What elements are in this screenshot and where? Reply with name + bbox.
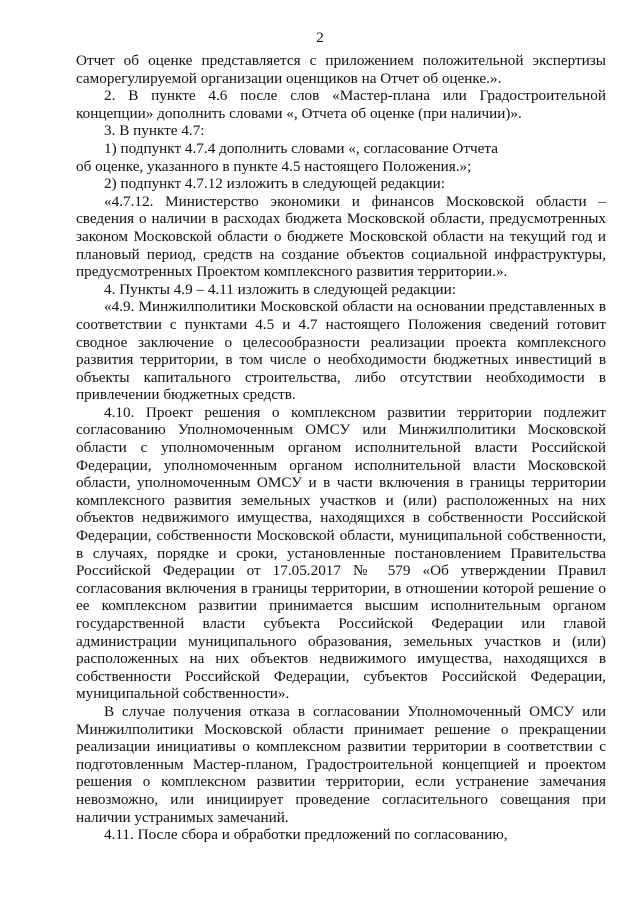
paragraph-report-appendix: Отчет об оценке представляется с приложением положительной экспертизы саморегулируемой организации оценщиков на Отчет об оценке.». (76, 52, 606, 87)
paragraph-subitem-1-line1: 1) подпункт 4.7.4 дополнить словами «, согласование Отчета (104, 139, 498, 157)
document-body (76, 52, 606, 844)
paragraph-4-7-12: «4.7.12. Министерство экономики и финансов Московской области – сведения о наличии в расходах бюджета Московской области, предусмотренных законом Московской области о бюджете Московской области на текущий год и плановый период, средств на создание объектов социальной инфраструктуры, предусмотренных Проектом комплексного развития территории.». (76, 192, 606, 281)
paragraph-subitem-2: 2) подпункт 4.7.12 изложить в следующей редакции: (104, 175, 446, 193)
paragraph-subitem-1-line2: об оценке, указанного в пункте 4.5 настоящего Положения.»; (76, 157, 472, 175)
page-number: 2 (316, 30, 324, 46)
paragraph-item-3: 3. В пункте 4.7: (104, 122, 205, 140)
paragraph-refusal: В случае получения отказа в согласовании Уполномоченный ОМСУ или Минжилполитики Московской области принимает решение о прекращении реализации инициативы о комплексном развитии территории в соответствии с подготовленным Мастер-планом, Градостроительной концепцией и проектом решения о комплексном развитии территории, если устранение замечания невозможно, или инициирует проведение согласительного совещания при наличии устранимых замечаний. (76, 702, 606, 826)
paragraph-item-4: 4. Пункты 4.9 – 4.11 изложить в следующей редакции: (104, 280, 457, 298)
paragraph-4-9: «4.9. Минжилполитики Московской области на основании представленных в соответствии с пунктами 4.5 и 4.7 настоящего Положения сведений готовит сводное заключение о целесообразности реализации проекта комплексного развития территории, в том числе о необходимости бюджетных инвестиций в объекты капитального строительства, либо отсутствии необходимости в привлечении бюджетных средств. (76, 298, 606, 404)
paragraph-item-2: 2. В пункте 4.6 после слов «Мастер-плана или Градостроительной концепции» дополнить словами «, Отчета об оценке (при наличии)». (76, 87, 606, 122)
paragraph-4-10: 4.10. Проект решения о комплексном развитии территории подлежит согласованию Уполномоченным ОМСУ или Минжилполитики Московской области с уполномоченным органом исполнительной власти Российской Федерации, уполномоченным органом исполнительной власти Московской области, уполномоченным ОМСУ и в части включения в границы территории комплексного развития земельных участков и (или) расположенных на них объектов недвижимого имущества, находящихся в собственности Российской Федерации, собственности Московской области, муниципальной собственности, в случаях, порядке и сроки, установленные постановлением Правительства Российской Федерации от 17.05.2017 № 579 «Об утверждении Правил согласования включения в границы территории, в отношении которой решение о ее комплексном развитии принимается высшим исполнительным органом государственной власти субъекта Российской Федерации или главой администрации муниципального образования, земельных участков и (или) расположенных на них объектов недвижимого имущества, находящихся в собственности Российской Федерации, субъектов Российской Федерации, муниципальной собственности». (76, 403, 606, 703)
paragraph-4-11: 4.11. После сбора и обработки предложений по согласованию, (104, 826, 508, 844)
